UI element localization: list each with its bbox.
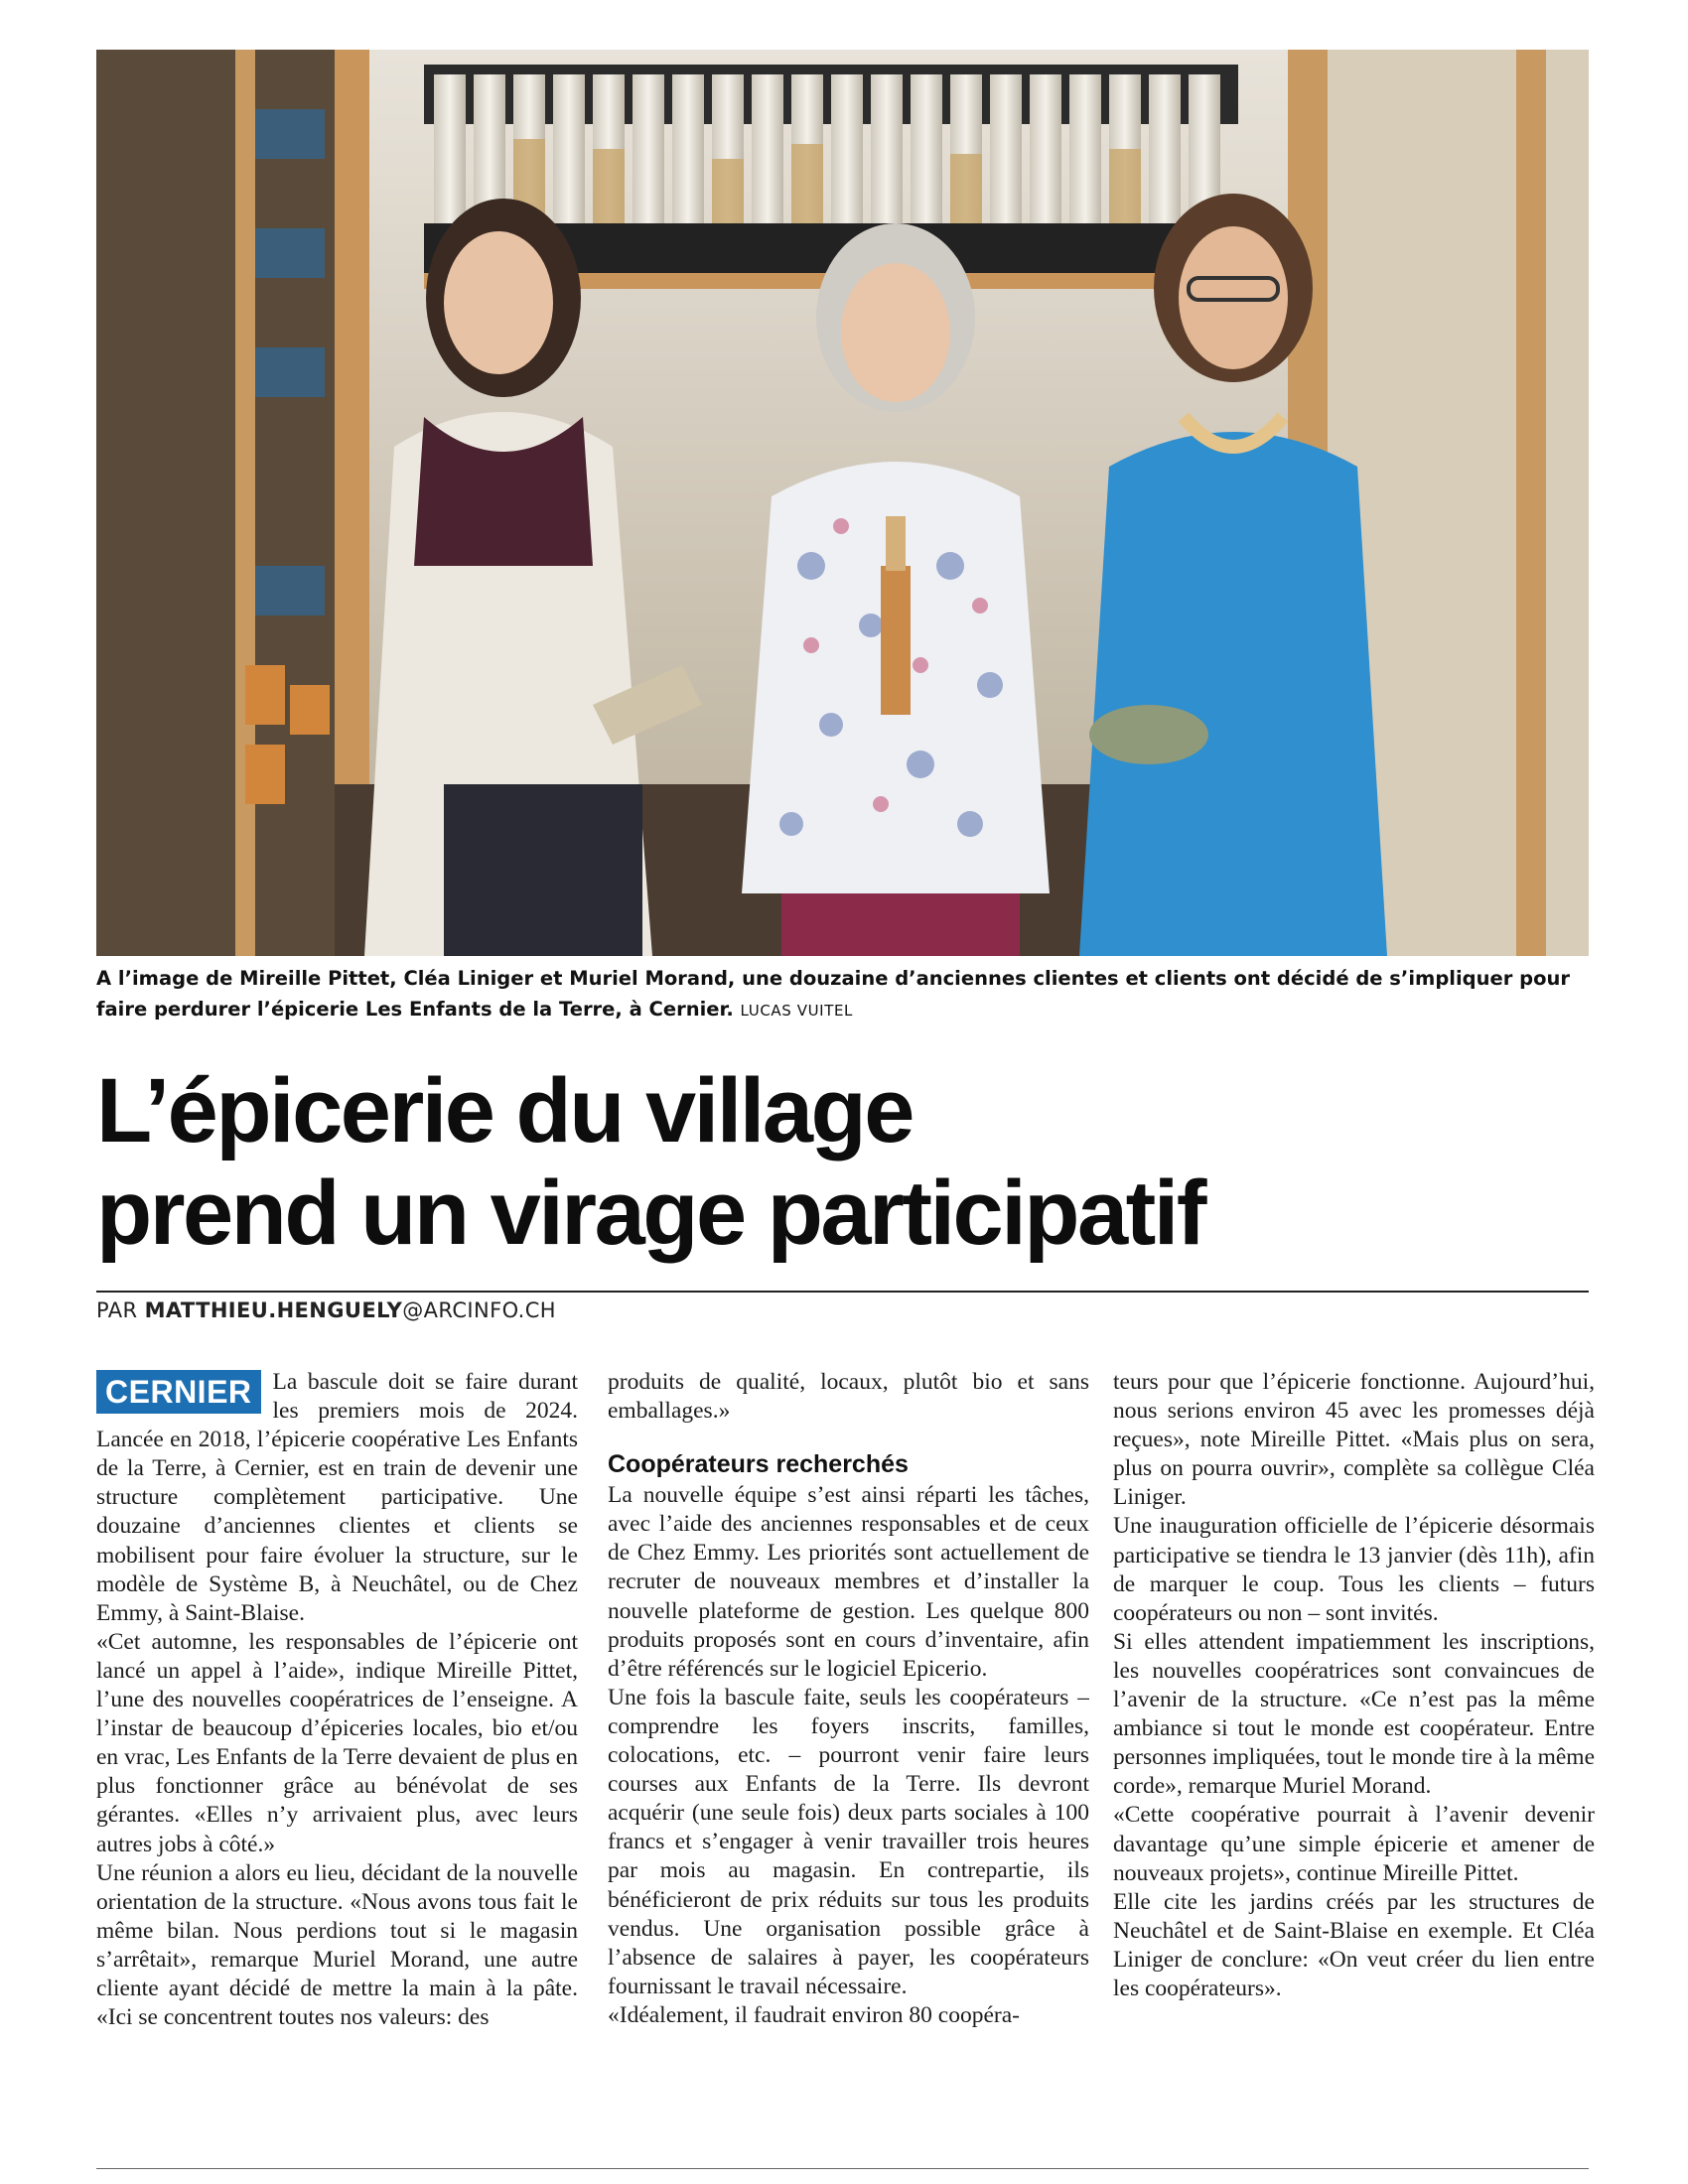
paragraph: La nouvelle équipe s’est ainsi réparti les tâches, avec l’aide des anciennes responsables et de ceux de Chez Emmy. Les priorités sont actuellement de recruter de nouveaux membres et d’installer la nouvelle plateforme de gestion. Les quelque 800 produits proposés sont en cours d’inventaire, afin d’être référencés sur le logiciel Epicerio. (608, 1482, 1089, 1682)
byline (96, 1298, 556, 1322)
article-column-3 (1113, 1368, 1595, 2162)
paragraph: «Cet automne, les responsables de l’épicerie ont lancé un appel à l’aide», indique Mireille Pittet, l’une des nouvelles coopératrices de l’enseigne. A l’instar de beaucoup d’épiceries locales, bio et/ou en vrac, Les Enfants de la Terre devaient de plus en plus fonctionner grâce au bénévolat de ses gérantes. «Elles n’y arrivaient plus, avec leurs autres jobs à côté.» (96, 1628, 578, 1857)
paragraph: produits de qualité, locaux, plutôt bio et sans emballages.» (608, 1369, 1089, 1425)
paragraph (96, 1368, 578, 1628)
article-column-2 (608, 1368, 1089, 2162)
paragraph: Une réunion a alors eu lieu, décidant de la nouvelle orientation de la structure. «Nous avons tous fait le même bilan. Nous perdions tout si le magasin s’arrêtait», remarque Muriel Morand, une autre cliente ayant décidé de mettre la main à la pâte. «Ici se concentrent toutes nos valeurs: des (96, 1859, 578, 2031)
byline-prefix: PAR (96, 1298, 145, 1322)
paragraph: «Cette coopérative pourrait à l’avenir devenir davantage qu’une simple épicerie et amener de nouveaux projets», continue Mireille Pittet. (1113, 1802, 1595, 1886)
page-bottom-rule (96, 2168, 1589, 2169)
headline-line-2: prend un virage participatif (96, 1162, 1204, 1264)
paragraph: Une inauguration officielle de l’épicerie désormais participative se tiendra le 13 janvier (dès 11h), afin de marquer le coup. Tous les clients – futurs coopérateurs ou non – sont invités. (1113, 1513, 1595, 1626)
paragraph: Une fois la bascule faite, seuls les coopérateurs – comprendre les foyers inscrits, familles, colocations, etc. – pourront venir faire leurs courses aux Enfants de la Terre. Ils devront acquérir (une seule fois) deux parts sociales à 100 francs et s’engager à venir travailler trois heures par mois au magasin. En contrepartie, ils bénéficieront de prix réduits sur tous les produits vendus. Une organisation possible grâce à l’absence de salaires à payer, les coopérateurs fournissant le travail nécessaire. (608, 1684, 1089, 1999)
photo-credit: LUCAS VUITEL (740, 1002, 854, 1020)
caption-text: A l’image de Mireille Pittet, Cléa Liniger et Muriel Morand, une douzaine d’anciennes clientes et clients ont décidé de s’impliquer pour faire perdurer l’épicerie Les Enfants de la Terre, à Cernier. (96, 967, 1570, 1021)
headline-line-1: L’épicerie du village (96, 1060, 913, 1161)
article-column-1 (96, 1368, 578, 2162)
article-photo (96, 50, 1589, 956)
paragraph: Elle cite les jardins créés par les structures de Neuchâtel et de Saint-Blaise en exemple. Et Cléa Liniger de conclure: «On veut créer du lien entre les coopérateurs». (1113, 1888, 1595, 2001)
paragraph: teurs pour que l’épicerie fonctionne. Aujourd’hui, nous serions environ 45 avec les promesses déjà reçues», note Mireille Pittet. «Mais plus on sera, plus on pourra ouvrir», complète sa collègue Cléa Liniger. (1113, 1369, 1595, 1511)
paragraph: «Idéalement, il faudrait environ 80 coopéra- (608, 2001, 1020, 2028)
paragraph: Si elles attendent impatiemment les inscriptions, les nouvelles coopératrices sont convaincues de l’avenir de la structure. «Ce n’est pas la même ambiance si tout le monde est coopérateur. Entre personnes impliquées, tout le monde tire à la même corde», remarque Muriel Morand. (1113, 1628, 1595, 1800)
headline (96, 1060, 1596, 1265)
photo-caption (96, 963, 1596, 1026)
byline-rule (96, 1291, 1589, 1293)
lead-text: La bascule doit se faire durant les premiers mois de 2024. Lancée en 2018, l’épicerie coopérative Les Enfants de la Terre, à Cernier, est en train de devenir une structure complètement participative. Une douzaine d’anciennes clientes et clients se mobilisent pour faire évoluer la structure, sur le modèle de Système B, à Neuchâtel, ou de Chez Emmy, à Saint-Blaise. (96, 1369, 578, 1626)
byline-domain: @ARCINFO.CH (402, 1298, 556, 1322)
location-kicker: CERNIER (96, 1370, 261, 1414)
byline-author: MATTHIEU.HENGUELY (144, 1298, 403, 1322)
subheading: Coopérateurs recherchés (608, 1450, 909, 1479)
photo-three-women-in-grocery-icon (96, 50, 1589, 956)
